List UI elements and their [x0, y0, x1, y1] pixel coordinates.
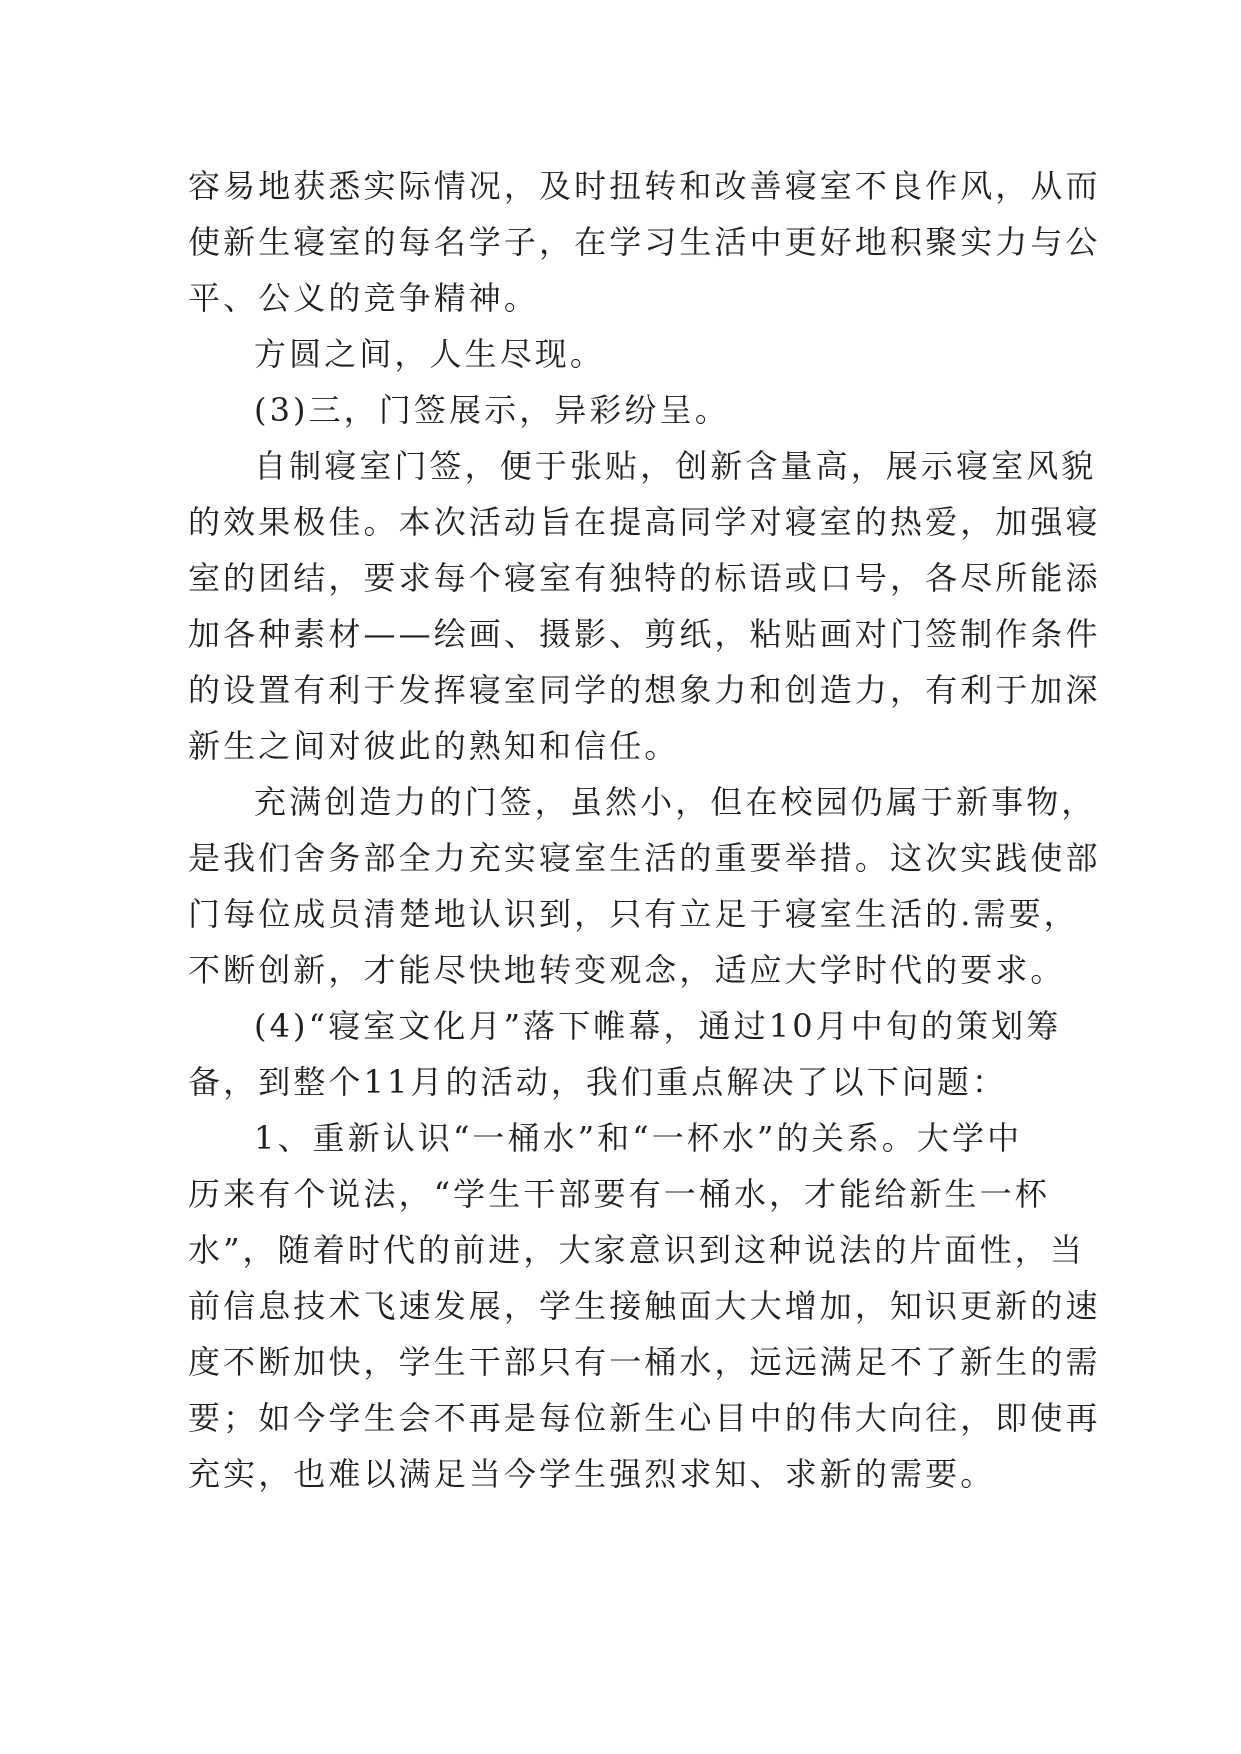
text-line: 要；如今学生会不再是每位新生心目中的伟大向往，即使再 — [188, 1399, 1101, 1437]
paragraph — [188, 998, 1068, 1110]
text-line: 充满创造力的门签，虽然小，但在校园仍属于新事物， — [254, 783, 1097, 821]
text-line: 加各种素材——绘画、摄影、剪纸，粘贴画对门签制作条件 — [188, 615, 1101, 653]
text-line: 新生之间对彼此的熟知和信任。 — [188, 727, 680, 765]
paragraph — [188, 158, 1101, 326]
text-line: 室的团结，要求每个寝室有独特的标语或口号，各尽所能添 — [188, 559, 1101, 597]
paragraph — [188, 1110, 1101, 1502]
text-line: 的设置有利于发挥寝室同学的想象力和创造力，有利于加深 — [188, 671, 1101, 709]
text-line: 度不断加快，学生干部只有一桶水，远远满足不了新生的需 — [188, 1343, 1101, 1381]
text-line: 历来有个说法，“学生干部要有一桶水，才能给新生一杯 — [188, 1175, 1050, 1213]
text-line: (4)“寝室文化月”落下帷幕，通过10月中旬的策划筹 — [254, 1007, 1062, 1045]
text-line: 的效果极佳。本次活动旨在提高同学对寝室的热爱，加强寝 — [188, 503, 1101, 541]
text-line: (3)三，门签展示，异彩纷呈。 — [254, 391, 730, 429]
text-line: 水”，随着时代的前进，大家意识到这种说法的片面性，当 — [188, 1231, 1085, 1269]
text-line: 充实，也难以满足当今学生强烈求知、求新的需要。 — [188, 1455, 996, 1493]
text-line: 门每位成员清楚地认识到，只有立足于寝室生活的.需要， — [188, 895, 1079, 933]
paragraph — [188, 382, 1068, 438]
document-body — [188, 158, 1101, 1502]
text-line: 平、公义的竞争精神。 — [188, 279, 540, 317]
text-line: 备，到整个11月的活动，我们重点解决了以下问题： — [188, 1063, 1008, 1101]
paragraph — [188, 438, 1101, 774]
text-line: 是我们舍务部全力充实寝室生活的重要举措。这次实践使部 — [188, 839, 1101, 877]
text-line: 不断创新，才能尽快地转变观念，适应大学时代的要求。 — [188, 951, 1066, 989]
text-line: 容易地获悉实际情况，及时扭转和改善寝室不良作风，从而 — [188, 167, 1101, 205]
paragraph — [188, 774, 1101, 998]
text-line: 方圆之间，人生尽现。 — [254, 335, 606, 373]
text-line: 1、重新认识“一桶水”和“一杯水”的关系。大学中 — [254, 1119, 1023, 1157]
text-line: 前信息技术飞速发展，学生接触面大大增加，知识更新的速 — [188, 1287, 1101, 1325]
text-line: 自制寝室门签，便于张贴，创新含量高，展示寝室风貌 — [254, 447, 1097, 485]
text-line: 使新生寝室的每名学子，在学习生活中更好地积聚实力与公 — [188, 223, 1101, 261]
paragraph — [188, 326, 1068, 382]
